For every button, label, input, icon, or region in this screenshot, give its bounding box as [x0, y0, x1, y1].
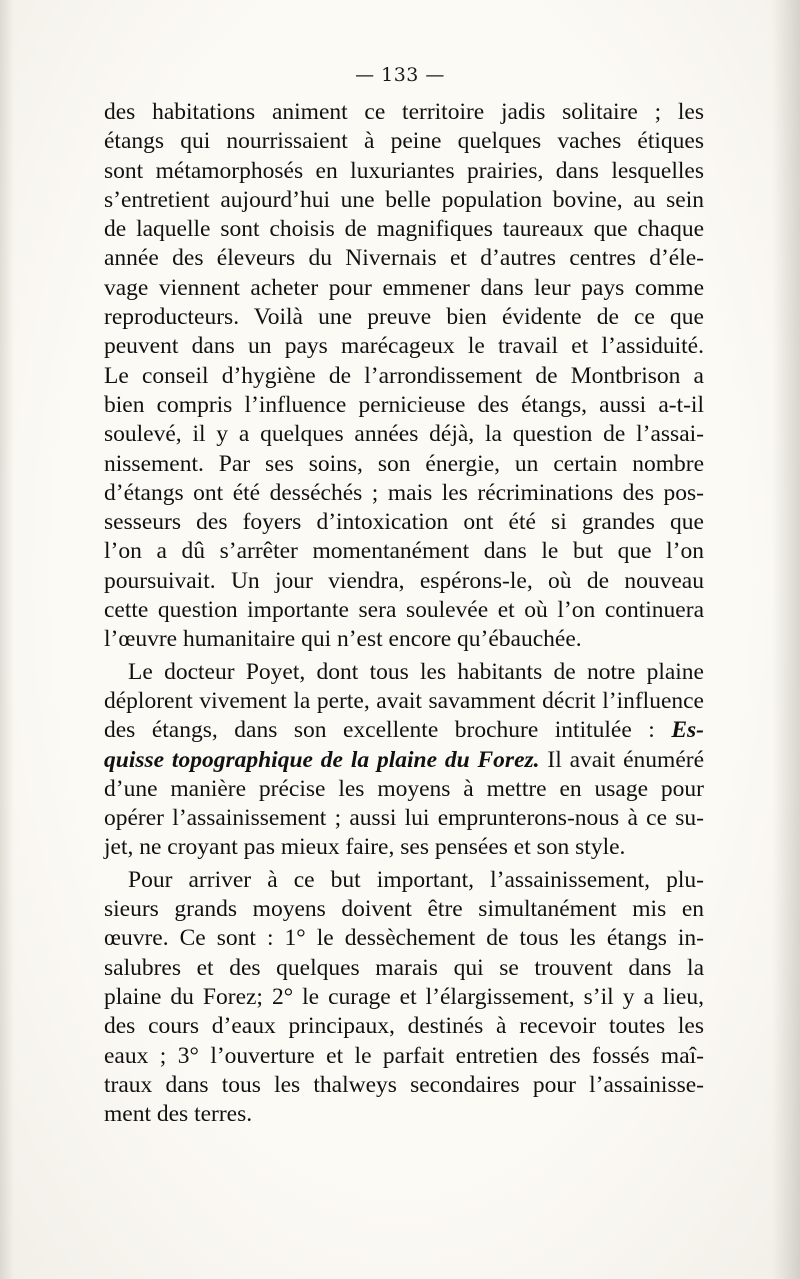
text-line: s’entretient aujourd’hui une belle population bovine, au sein	[104, 186, 704, 213]
text-line: sieurs grands moyens doivent être simultanément mis en	[104, 896, 704, 923]
text-line: reproducteurs. Voilà une preuve bien évidente de ce que	[104, 304, 704, 331]
text-line: bien compris l’influence pernicieuse des étangs, aussi a-t-il	[104, 391, 704, 418]
text-line: jet, ne croyant pas mieux faire, ses pensées et son style.	[104, 834, 626, 861]
text-line: sont métamorphosés en luxuriantes prairies, dans lesquelles	[104, 157, 704, 184]
text-line: plaine du Forez; 2° le curage et l’élargissement, s’il y a lieu,	[104, 983, 704, 1010]
text-line: d’étangs ont été desséchés ; mais les récriminations des pos-	[104, 479, 704, 506]
body-text	[104, 98, 704, 1129]
text-line: année des éleveurs du Nivernais et d’autres centres d’éle-	[104, 245, 704, 272]
text-line: étangs qui nourrissaient à peine quelques vaches étiques	[104, 128, 704, 155]
text-line: des cours d’eaux principaux, destinés à recevoir toutes les	[104, 1013, 704, 1040]
text-line: l’œuvre humanitaire qui n’est encore qu’ébauchée.	[104, 626, 582, 653]
page-left-shadow	[0, 0, 14, 1279]
text-line-mixed	[104, 746, 704, 775]
text-line: d’une manière précise les moyens à mettre en usage pour	[104, 775, 704, 802]
text-line: peuvent dans un pays marécageux le travail et l’assiduité.	[104, 333, 704, 360]
text-line: soulevé, il y a quelques années déjà, la question de l’assai-	[104, 421, 704, 448]
page-right-shadow	[772, 0, 800, 1279]
text-line: vage viennent acheter pour emmener dans leur pays comme	[104, 274, 704, 301]
text-line: l’on a dû s’arrêter momentanément dans le but que l’on	[104, 538, 704, 565]
page-number: — 133 —	[355, 64, 445, 86]
book-title-fragment: quisse topographique de la plaine du Forez.	[104, 746, 540, 773]
text-line: ment des terres.	[104, 1101, 253, 1128]
text-line: cette question importante sera soulevée et où l’on continuera	[104, 597, 704, 624]
text-line: Le docteur Poyet, dont tous les habitants de notre plaine	[128, 658, 704, 685]
text-line: poursuivait. Un jour viendra, espérons-le, où de nouveau	[104, 567, 704, 594]
text-line: eaux ; 3° l’ouverture et le parfait entretien des fossés maî-	[104, 1042, 704, 1069]
book-title-fragment: Es-	[671, 717, 704, 744]
text-line: sesseurs des foyers d’intoxication ont été si grandes que	[104, 509, 704, 536]
text-line: œuvre. Ce sont : 1° le dessèchement de tous les étangs in-	[104, 925, 704, 952]
text-line: des habitations animent ce territoire jadis solitaire ; les	[104, 99, 704, 125]
text-fragment: des étangs, dans son excellente brochure intitulée :	[104, 717, 655, 744]
text-line: traux dans tous les thalweys secondaires pour l’assainisse-	[104, 1071, 704, 1098]
text-line-mixed	[104, 716, 704, 745]
text-line: opérer l’assainissement ; aussi lui emprunterons-nous à ce su-	[104, 805, 704, 832]
text-fragment: Il avait énuméré	[539, 746, 705, 773]
text-line: déplorent vivement la perte, avait savamment décrit l’influence	[104, 687, 704, 714]
text-line: salubres et des quelques marais qui se trouvent dans la	[104, 954, 704, 981]
text-line: nissement. Par ses soins, son énergie, un certain nombre	[104, 450, 704, 477]
text-line: de laquelle sont choisis de magnifiques taureaux que chaque	[104, 216, 704, 243]
text-line: Pour arriver à ce but important, l’assainissement, plu-	[128, 866, 704, 893]
text-line: Le conseil d’hygiène de l’arrondissement de Montbrison a	[104, 362, 704, 389]
